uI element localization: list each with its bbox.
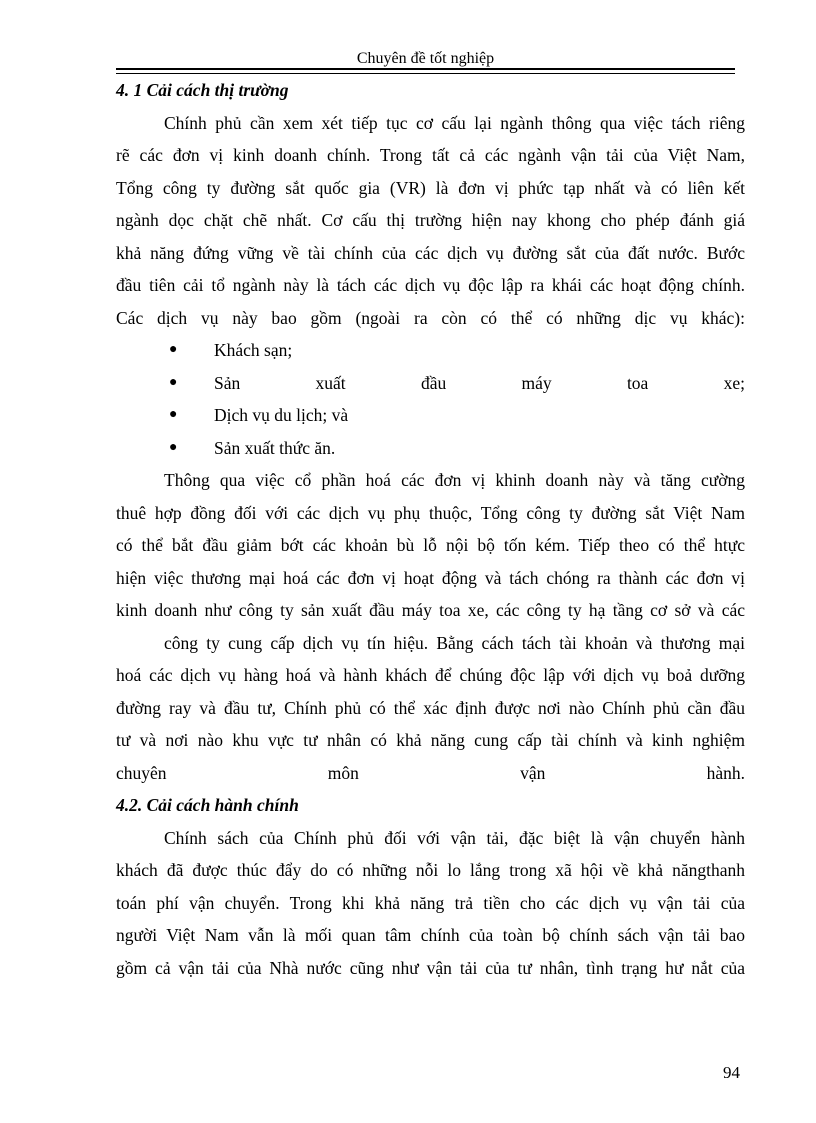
paragraph-line: người Việt Nam vẫn là mối quan tâm chính của toàn bộ chính sách vận tải bao: [116, 925, 745, 945]
paragraph-line: có thể bắt đầu giảm bớt các khoản bù lỗ nội bộ tốn kém. Tiếp theo có thể htực: [116, 535, 745, 555]
section-heading-market-reform: 4. 1 Cải cách thị trường: [116, 80, 289, 100]
list-item: [116, 432, 745, 465]
paragraph-line: kinh doanh như công ty sản xuất đầu máy toa xe, các công ty hạ tầng cơ sở và các: [116, 600, 745, 620]
bullet-list-services: [116, 334, 745, 464]
paragraph-line: Chính phủ cần xem xét tiếp tục cơ cấu lại ngành thông qua việc tách riêng: [164, 112, 745, 133]
paragraph-line: khả năng đứng vững về tài chính của các dịch vụ đường sắt của đất nước. Bước: [116, 242, 745, 263]
paragraph-line: chuyên môn vận hành.: [116, 762, 745, 783]
paragraph-line: Thông qua việc cổ phần hoá các đơn vị khinh doanh này và tăng cường: [164, 470, 745, 490]
paragraph-line: Các dịch vụ này bao gồm (ngoài ra còn có thể có những dịc vụ khác):: [116, 307, 745, 328]
paragraph-transport-policy: [116, 822, 745, 985]
paragraph-restructuring: [116, 107, 745, 335]
header-rule-thick: [116, 68, 735, 70]
paragraph-line: Chính sách của Chính phủ đối với vận tải, đặc biệt là vận chuyển hành: [164, 827, 745, 848]
paragraph-line: hoá các dịch vụ hàng hoá và hành khách để chúng độc lập với dịch vụ boả dưỡng: [116, 665, 745, 685]
paragraph-equitization: [116, 464, 745, 789]
bullet-icon: ●: [169, 407, 178, 422]
paragraph-line: khách đã được thúc đẩy do có những nỗi lo lắng trong xã hội về khả năngthanh: [116, 860, 745, 880]
paragraph-line: đường ray và đầu tư, Chính phủ có thể xác định được nơi nào Chính phủ cần đầu: [116, 697, 745, 718]
list-item-text: Dịch vụ du lịch; và: [214, 405, 349, 425]
paragraph-line: tư và nơi nào khu vực tư nhân có khả năng cung cấp tài chính và kinh nghiệm: [116, 730, 745, 750]
document-body: [116, 74, 745, 984]
bullet-icon: ●: [169, 342, 178, 357]
page-number: 94: [723, 1063, 740, 1082]
paragraph-line: toán phí vận chuyển. Trong khi khả năng trả tiền cho các dịch vụ vận tải của: [116, 892, 745, 913]
paragraph-line: Tổng công ty đường sắt quốc gia (VR) là đơn vị phức tạp nhất và có liên kết: [116, 177, 745, 198]
bullet-icon: ●: [169, 374, 178, 390]
list-item: [116, 334, 745, 367]
list-item: [116, 367, 745, 400]
paragraph-line: đầu tiên cải tổ ngành này là tách các dịch vụ độc lập ra khái các hoạt động chính.: [116, 275, 745, 295]
list-item-text: Khách sạn;: [214, 340, 293, 360]
paragraph-line: gồm cả vận tải của Nhà nước cũng như vận tải của tư nhân, tình trạng hư nắt của: [116, 957, 745, 978]
paragraph-line: ngành dọc chặt chẽ nhất. Cơ cấu thị trường hiện nay khong cho phép đánh giá: [116, 210, 745, 230]
paragraph-line: hiện việc thương mại hoá các đơn vị hoạt động và tách chóng ra thành các đơn vị: [116, 567, 745, 588]
list-item: [116, 399, 745, 432]
paragraph-line: rẽ các đơn vị kinh doanh chính. Trong tất cả các ngành vận tải của Việt Nam,: [116, 145, 745, 165]
paragraph-line: công ty cung cấp dịch vụ tín hiệu. Bằng cách tách tài khoản và thương mại: [164, 632, 745, 653]
section-heading-administrative-reform: 4.2. Cải cách hành chính: [116, 795, 299, 815]
bullet-icon: ●: [169, 439, 178, 455]
list-item-text: Sản xuất đầu máy toa xe;: [214, 372, 745, 393]
paragraph-line: thuê hợp đồng đối với các dịch vụ phụ thuộc, Tổng công ty đường sắt Việt Nam: [116, 502, 745, 523]
list-item-text: Sản xuất thức ăn.: [214, 437, 336, 458]
page-header-title: Chuyên đề tốt nghiệp: [356, 50, 495, 67]
